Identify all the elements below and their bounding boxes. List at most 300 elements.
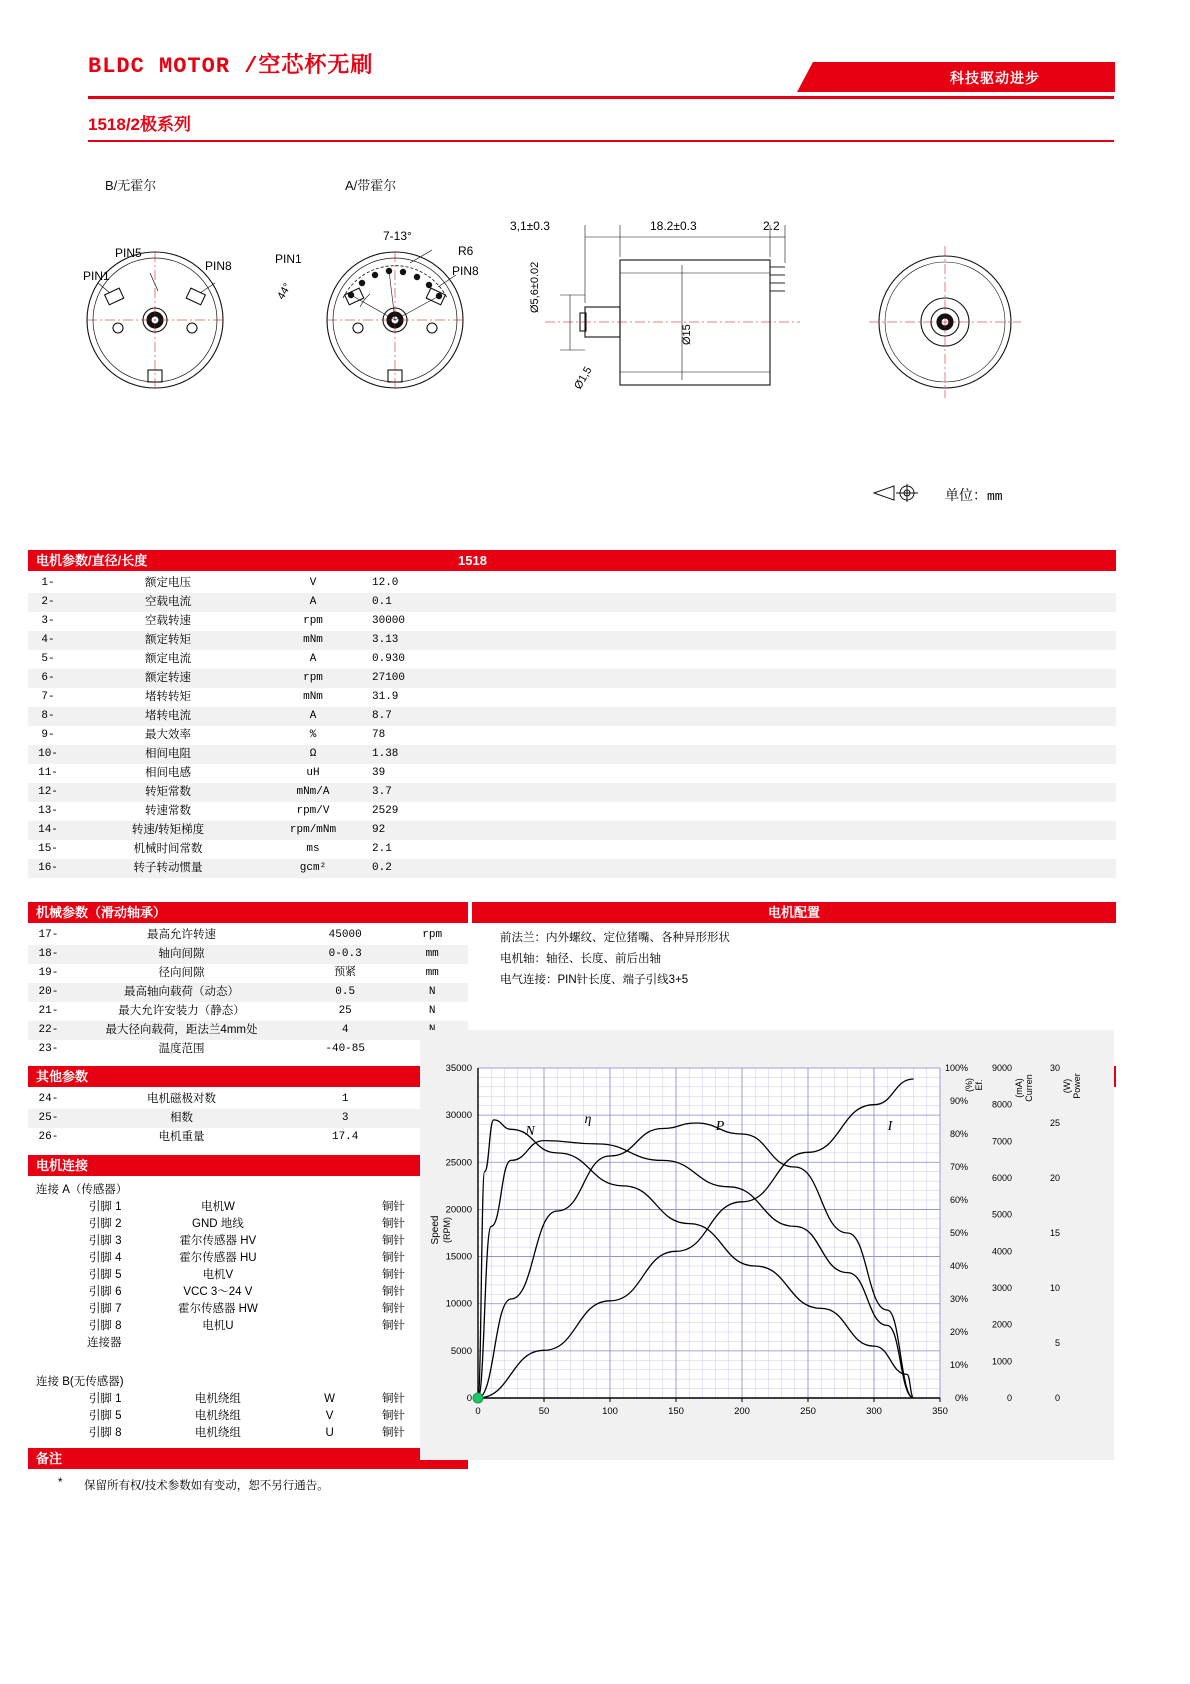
row-index: 15- <box>38 843 58 855</box>
unit-value: mm <box>987 489 1003 504</box>
svg-text:20: 20 <box>1049 1173 1060 1183</box>
row-label: 最高允许转速 <box>146 929 216 941</box>
other-params-header-label: 其他参数 <box>36 1069 89 1084</box>
table-row <box>28 1002 468 1021</box>
svg-text:(mA): (mA) <box>1014 1078 1024 1098</box>
row-value: 92 <box>372 824 386 836</box>
row-index: 26- <box>38 1131 59 1143</box>
pin-number: 引脚 2 <box>88 1218 122 1230</box>
svg-text:20%: 20% <box>949 1327 968 1337</box>
svg-text:0: 0 <box>466 1393 472 1404</box>
connection-a-table <box>36 1199 436 1352</box>
other-params-table <box>28 1090 468 1147</box>
chart-annotation-I: I <box>887 1119 893 1134</box>
svg-text:40%: 40% <box>949 1261 968 1271</box>
svg-text:10%: 10% <box>949 1360 968 1370</box>
row-spacer <box>492 707 1116 726</box>
view-b-label: B/无霍尔 <box>105 178 157 193</box>
row-unit: gcm² <box>299 862 327 874</box>
svg-text:(%): (%) <box>964 1078 974 1092</box>
row-label: 堵转电流 <box>145 710 191 722</box>
row-index: 4- <box>41 634 55 646</box>
row-unit: N <box>428 1005 436 1017</box>
svg-text:7000: 7000 <box>991 1136 1012 1147</box>
other-params-header <box>28 1066 468 1087</box>
pin-number: 引脚 7 <box>88 1303 122 1315</box>
row-index: 5- <box>41 653 55 665</box>
list-item <box>36 1284 436 1301</box>
pin-material: 铜针 <box>381 1410 405 1422</box>
pin-number: 引脚 1 <box>88 1201 122 1213</box>
connection-header <box>28 1155 468 1176</box>
series-divider <box>88 140 1114 142</box>
table-row <box>28 1090 468 1109</box>
row-value: 78 <box>372 729 386 741</box>
row-label: 径向间隙 <box>158 967 205 979</box>
row-unit: mNm/A <box>296 786 330 798</box>
performance-chart-svg <box>420 1030 1114 1460</box>
pin5-label-b: PIN5 <box>115 246 142 260</box>
pin-number: 引脚 3 <box>88 1235 122 1247</box>
row-spacer <box>492 821 1116 840</box>
mech-params-header-label: 机械参数（滑动轴承） <box>36 905 167 920</box>
row-value: 0.930 <box>372 653 406 665</box>
svg-text:0: 0 <box>475 1406 481 1417</box>
list-item <box>36 1199 436 1216</box>
page-title: BLDC MOTOR /空芯杯无刷 <box>88 54 374 79</box>
connection-b-title: 连接 B(无传感器) <box>36 1376 124 1388</box>
motor-params-header-label: 电机参数/直径/长度 <box>36 553 148 568</box>
row-spacer <box>492 593 1116 612</box>
svg-text:2000: 2000 <box>991 1319 1012 1330</box>
table-row <box>28 593 1116 612</box>
svg-text:Curren: Curren <box>1024 1074 1034 1102</box>
row-unit: mNm <box>303 691 323 703</box>
row-value: 12.0 <box>372 577 399 589</box>
svg-text:(W): (W) <box>1062 1078 1072 1094</box>
row-label: 最大效率 <box>145 729 191 741</box>
row-value: 0-0.3 <box>328 948 362 960</box>
mech-params-header <box>28 902 468 923</box>
row-index: 25- <box>38 1112 59 1124</box>
row-value: 0.1 <box>372 596 392 608</box>
row-index: 1- <box>41 577 55 589</box>
header-badge-label: 科技驱动进步 <box>950 70 1040 86</box>
pin-function: GND 地线 <box>192 1218 244 1230</box>
pin-number: 引脚 5 <box>88 1410 122 1422</box>
row-unit: uH <box>306 767 320 779</box>
svg-text:(RPM): (RPM) <box>442 1217 452 1243</box>
svg-text:100: 100 <box>602 1406 618 1417</box>
performance-chart <box>420 1030 1114 1460</box>
row-index: 11- <box>38 767 58 779</box>
row-unit: ms <box>306 843 320 855</box>
row-index: 2- <box>41 596 55 608</box>
table-row <box>28 983 468 1002</box>
row-spacer <box>492 783 1116 802</box>
motor-params-header <box>28 550 1116 571</box>
table-row <box>28 631 1116 650</box>
table-row <box>28 745 1116 764</box>
row-unit: mm <box>425 967 439 979</box>
pin-winding <box>308 1335 351 1352</box>
motor-params-table <box>28 574 1116 878</box>
row-label: 堵转转矩 <box>145 691 191 703</box>
row-label: 额定电流 <box>145 653 191 665</box>
unit-note-label: 单位： <box>945 487 987 503</box>
pin-material: 铜针 <box>381 1269 405 1281</box>
row-index: 9- <box>41 729 55 741</box>
table-row <box>28 945 468 964</box>
row-spacer <box>492 802 1116 821</box>
svg-text:9000: 9000 <box>991 1063 1012 1073</box>
row-label: 相间电阻 <box>145 748 191 760</box>
table-row <box>28 688 1116 707</box>
svg-text:10: 10 <box>1049 1283 1060 1293</box>
row-unit: rpm/V <box>296 805 330 817</box>
row-value: 30000 <box>372 615 406 627</box>
row-label: 温度范围 <box>158 1043 205 1055</box>
row-value: 31.9 <box>372 691 399 703</box>
row-index: 16- <box>38 862 58 874</box>
pin1-label-a: PIN1 <box>275 252 302 266</box>
list-item <box>36 1216 436 1233</box>
pin-function: 电机V <box>202 1269 234 1281</box>
view-a-label: A/带霍尔 <box>345 178 397 193</box>
svg-text:25000: 25000 <box>445 1157 472 1169</box>
table-row <box>28 1128 468 1147</box>
mech-params-table <box>28 926 468 1059</box>
row-value: 1 <box>341 1093 349 1105</box>
row-value: 0.5 <box>335 986 356 998</box>
row-value: 17.4 <box>331 1131 359 1143</box>
row-unit: N <box>428 986 436 998</box>
pin-winding <box>308 1301 351 1318</box>
row-value: 39 <box>372 767 386 779</box>
pin-material: 铜针 <box>381 1252 405 1264</box>
svg-text:250: 250 <box>800 1406 816 1417</box>
table-row <box>28 707 1116 726</box>
list-item <box>36 1301 436 1318</box>
table-row <box>28 783 1116 802</box>
dia-56-label: Ø5,6±0.02 <box>529 261 541 313</box>
row-index: 12- <box>38 786 58 798</box>
row-value: 3 <box>341 1112 349 1124</box>
row-unit: A <box>309 596 317 608</box>
svg-text:8000: 8000 <box>991 1099 1012 1110</box>
pin-function: 电机U <box>202 1320 234 1332</box>
row-spacer <box>492 612 1116 631</box>
svg-text:90%: 90% <box>949 1096 968 1106</box>
row-value: 25 <box>338 1005 352 1017</box>
dim-22-label: 2.2 <box>763 219 780 233</box>
table-row <box>28 840 1116 859</box>
row-value: 3.7 <box>372 786 392 798</box>
svg-text:350: 350 <box>932 1406 948 1417</box>
pin-material: 铜针 <box>381 1320 405 1332</box>
pin1-label-b: PIN1 <box>83 269 110 283</box>
pin-number: 引脚 5 <box>88 1269 122 1281</box>
pin-number: 引脚 1 <box>88 1393 122 1405</box>
row-unit: rpm <box>303 615 323 627</box>
pin-winding <box>308 1267 351 1284</box>
pin-winding <box>308 1284 351 1301</box>
svg-text:80%: 80% <box>949 1129 968 1139</box>
r6-label: R6 <box>458 244 474 258</box>
table-row <box>28 964 468 983</box>
row-value: 45000 <box>328 929 362 941</box>
table-row <box>28 1040 468 1059</box>
pin-number: 引脚 4 <box>88 1252 122 1264</box>
list-item <box>36 1408 436 1425</box>
row-unit: % <box>309 729 317 741</box>
pin-function: VCC 3～24 V <box>183 1286 253 1298</box>
row-unit: mNm <box>303 634 323 646</box>
row-index: 21- <box>38 1005 59 1017</box>
row-label: 额定电压 <box>145 577 191 589</box>
table-row <box>28 821 1116 840</box>
pin-function: 电机绕组 <box>194 1410 241 1422</box>
row-label: 最大允许安装力（静态） <box>118 1005 245 1017</box>
row-value: 2.1 <box>372 843 392 855</box>
notes-header <box>28 1448 468 1469</box>
row-label: 最高轴向载荷（动态） <box>123 986 239 998</box>
pin-function: 霍尔传感器 HU <box>179 1252 257 1264</box>
chart-annotation-P: P <box>715 1119 725 1134</box>
list-item <box>36 1335 436 1352</box>
svg-text:150: 150 <box>668 1406 684 1417</box>
svg-text:Ef.: Ef. <box>974 1079 984 1091</box>
row-index: 14- <box>38 824 58 836</box>
dia-15-label: Ø15 <box>681 324 693 345</box>
row-index: 7- <box>41 691 55 703</box>
pin-number: 引脚 6 <box>88 1286 122 1298</box>
svg-text:300: 300 <box>866 1406 882 1417</box>
unit-note <box>945 485 1003 505</box>
svg-text:100%: 100% <box>944 1063 968 1073</box>
svg-text:200: 200 <box>734 1406 750 1417</box>
row-value: 2529 <box>372 805 399 817</box>
config-header-label: 电机配置 <box>767 905 820 920</box>
pin-material: 铜针 <box>381 1393 405 1405</box>
table-row <box>28 669 1116 688</box>
pin-function: 电机绕组 <box>194 1393 241 1405</box>
row-label: 空载电流 <box>145 596 191 608</box>
svg-text:0%: 0% <box>954 1393 968 1403</box>
technical-drawings <box>40 195 1120 425</box>
connection-b-table <box>36 1391 436 1442</box>
table-row <box>28 926 468 945</box>
projection-symbol-icon <box>872 482 932 504</box>
row-value: -40-85 <box>325 1043 365 1055</box>
pin-material: 铜针 <box>381 1235 405 1247</box>
svg-text:0: 0 <box>1054 1393 1060 1403</box>
notes-text: 保留所有权/技术参数如有变动，恕不另行通告。 <box>84 1480 329 1492</box>
row-label: 转子转动惯量 <box>133 862 203 874</box>
svg-text:1000: 1000 <box>991 1356 1012 1367</box>
svg-text:15: 15 <box>1049 1228 1060 1238</box>
pin-material: 铜针 <box>381 1427 405 1439</box>
list-item <box>36 1267 436 1284</box>
row-label: 机械时间常数 <box>133 843 203 855</box>
row-index: 23- <box>38 1043 59 1055</box>
config-header <box>472 902 1116 923</box>
pin-winding <box>308 1199 351 1216</box>
pin-function <box>127 1335 308 1352</box>
svg-text:0: 0 <box>1006 1393 1012 1403</box>
pin-material: 铜针 <box>381 1218 405 1230</box>
row-label: 额定转矩 <box>145 634 191 646</box>
svg-text:10000: 10000 <box>445 1298 472 1310</box>
svg-text:4000: 4000 <box>991 1246 1012 1257</box>
svg-text:25: 25 <box>1049 1118 1060 1128</box>
pin-function: 电机W <box>200 1201 235 1213</box>
angle-44-label: 44° <box>275 281 294 302</box>
list-item <box>36 1233 436 1250</box>
row-unit: A <box>309 710 317 722</box>
svg-text:30: 30 <box>1049 1063 1060 1073</box>
row-spacer <box>492 840 1116 859</box>
row-index: 10- <box>38 748 58 760</box>
row-index: 22- <box>38 1024 59 1036</box>
row-label: 轴向间隙 <box>158 948 205 960</box>
row-label: 相数 <box>169 1112 193 1124</box>
notes-header-label: 备注 <box>36 1451 63 1466</box>
svg-text:Speed: Speed <box>430 1215 441 1245</box>
row-label: 转矩常数 <box>145 786 191 798</box>
motor-model-label: 1518 <box>458 553 487 568</box>
notes-star: * <box>58 1477 63 1489</box>
pin-function: 霍尔传感器 HW <box>177 1303 258 1315</box>
row-index: 24- <box>38 1093 59 1105</box>
pin-material: 铜针 <box>381 1201 405 1213</box>
config-line: 前法兰：内外螺纹、定位猪嘴、各种异形形状 <box>500 932 730 944</box>
row-spacer <box>492 650 1116 669</box>
config-line: 电气连接：PIN针长度、端子引线3+5 <box>500 974 689 986</box>
dim-31-label: 3,1±0.3 <box>510 219 550 233</box>
pin-winding <box>308 1216 351 1233</box>
row-index: 17- <box>38 929 59 941</box>
table-row <box>28 1021 468 1040</box>
pin-winding: U <box>325 1427 334 1439</box>
pin-winding <box>308 1250 351 1267</box>
pin-number: 连接器 <box>86 1337 122 1349</box>
row-label: 电机磁极对数 <box>146 1093 216 1105</box>
row-label: 电机重量 <box>158 1131 205 1143</box>
pin8-label-b: PIN8 <box>205 259 232 273</box>
dia-15x-label: Ø1,5 <box>572 364 595 392</box>
row-value: 8.7 <box>372 710 392 722</box>
row-unit: rpm <box>422 929 443 941</box>
row-unit: V <box>309 577 317 589</box>
series-label: 1518/2极系列 <box>88 115 191 134</box>
table-row <box>28 726 1116 745</box>
row-spacer <box>492 631 1116 650</box>
svg-text:Power: Power <box>1072 1073 1082 1099</box>
angle-713-label: 7-13° <box>383 229 412 243</box>
table-row <box>28 1109 468 1128</box>
pin-winding <box>308 1233 351 1250</box>
row-spacer <box>492 726 1116 745</box>
pin-material: 铜针 <box>381 1303 405 1315</box>
row-unit: rpm/mNm <box>289 824 337 836</box>
pin-function: 霍尔传感器 HV <box>179 1235 257 1247</box>
svg-text:60%: 60% <box>949 1195 968 1205</box>
row-label: 转速/转矩梯度 <box>131 824 205 836</box>
table-row <box>28 650 1116 669</box>
row-spacer <box>492 669 1116 688</box>
table-row <box>28 574 1116 593</box>
svg-text:5: 5 <box>1054 1338 1060 1348</box>
row-unit: mm <box>425 948 439 960</box>
row-index: 13- <box>38 805 58 817</box>
list-item <box>36 1391 436 1408</box>
list-item <box>36 1318 436 1335</box>
pin-material: 铜针 <box>381 1286 405 1298</box>
chart-annotation-N: N <box>525 1124 535 1139</box>
svg-text:20000: 20000 <box>445 1204 472 1216</box>
list-item <box>36 1250 436 1267</box>
pin-winding: W <box>324 1393 336 1405</box>
row-spacer <box>492 764 1116 783</box>
table-row <box>28 764 1116 783</box>
row-label: 相间电感 <box>145 767 191 779</box>
row-index: 18- <box>38 948 59 960</box>
header-divider <box>88 96 1114 99</box>
svg-text:15000: 15000 <box>445 1251 472 1263</box>
row-unit: A <box>309 653 317 665</box>
row-index: 6- <box>41 672 55 684</box>
svg-text:5000: 5000 <box>450 1345 472 1357</box>
row-label: 转速常数 <box>145 805 191 817</box>
row-spacer <box>492 745 1116 764</box>
config-line: 电机轴：轴径、长度、前后出轴 <box>500 953 661 965</box>
dim-182-label: 18.2±0.3 <box>650 219 697 233</box>
pin-number: 引脚 8 <box>88 1320 122 1332</box>
pin-winding: V <box>325 1410 334 1422</box>
svg-text:6000: 6000 <box>991 1173 1012 1183</box>
pin-winding <box>308 1318 351 1335</box>
row-spacer <box>492 859 1116 878</box>
row-spacer <box>492 688 1116 707</box>
row-value: 3.13 <box>372 634 399 646</box>
row-unit: rpm <box>303 672 323 684</box>
list-item <box>36 1425 436 1442</box>
row-value: 0.2 <box>372 862 392 874</box>
chart-annotation-η: η <box>584 1112 592 1127</box>
row-label: 额定转速 <box>145 672 191 684</box>
svg-text:5000: 5000 <box>991 1209 1012 1220</box>
connection-a-title: 连接 A（传感器） <box>36 1184 128 1196</box>
svg-text:30000: 30000 <box>445 1110 472 1122</box>
svg-text:50%: 50% <box>949 1228 968 1238</box>
row-value: 1.38 <box>372 748 399 760</box>
pin-number: 引脚 8 <box>88 1427 122 1439</box>
table-row <box>28 802 1116 821</box>
table-row <box>28 612 1116 631</box>
row-value: 4 <box>341 1024 349 1036</box>
row-spacer <box>492 574 1116 593</box>
svg-text:30%: 30% <box>949 1294 968 1304</box>
row-label: 最大径向载荷，距法兰4mm处 <box>105 1024 258 1036</box>
svg-text:50: 50 <box>538 1406 550 1417</box>
svg-text:70%: 70% <box>949 1162 968 1172</box>
row-index: 3- <box>41 615 55 627</box>
row-value: 预紧 <box>334 967 357 979</box>
pin8-label-a: PIN8 <box>452 264 479 278</box>
connection-header-label: 电机连接 <box>36 1158 89 1173</box>
svg-text:3000: 3000 <box>991 1283 1012 1293</box>
